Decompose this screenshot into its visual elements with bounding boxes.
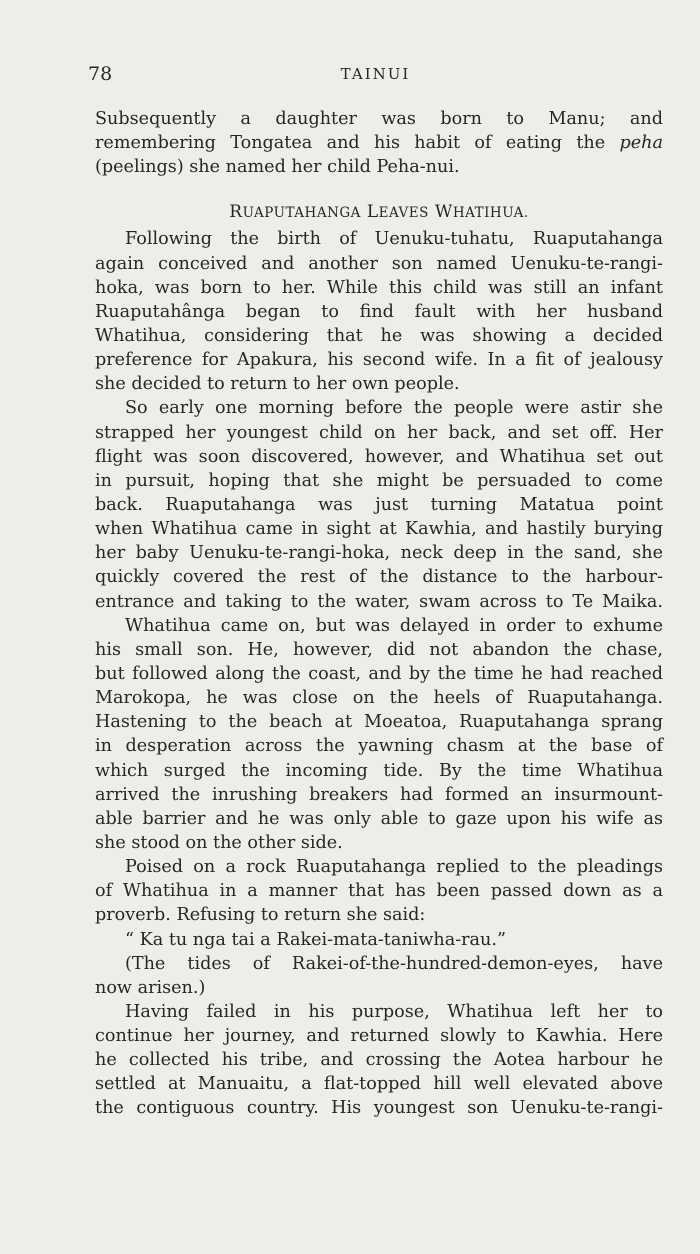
text-line: entrance and taking to the water, swam across to Te Maika. [95, 591, 663, 612]
paragraph-jealousy [95, 227, 663, 396]
text-line: she decided to return to her own people. [95, 374, 460, 395]
text-line: in pursuit, hoping that she might be persuaded to come [95, 470, 663, 491]
page-number: 78 [88, 63, 113, 85]
text-line: when Whatihua came in sight at Kawhia, and hastily burying [95, 519, 663, 540]
text-line: Following the birth of Uenuku-tuhatu, Ruaputahanga [125, 229, 663, 250]
text-line: but followed along the coast, and by the time he had reached [95, 663, 663, 684]
text-line: of Whatihua in a manner that has been passed down as a [95, 881, 663, 902]
text-line: Whatihua came on, but was delayed in order to exhume [125, 615, 663, 636]
text-line: Hastening to the beach at Moeatoa, Ruaputahanga sprang [95, 712, 663, 733]
text-line: preference for Apakura, his second wife. In a fit of jealousy [95, 350, 663, 371]
text-line: in desperation across the yawning chasm at the base of [95, 736, 663, 757]
text-line: which surged the incoming tide. By the time Whatihua [95, 760, 663, 781]
text-line: Marokopa, he was close on the heels of Ruaputahanga. [95, 688, 663, 709]
paragraph-proverb [95, 855, 663, 927]
running-title: TAINUI [340, 65, 411, 83]
text-line: arrived the inrushing breakers had formed an insurmount- [95, 784, 663, 805]
text-line: he collected his tribe, and crossing the Aotea harbour he [95, 1050, 663, 1071]
text-line: Whatihua, considering that he was showing a decided [95, 325, 663, 346]
text-line: continue her journey, and returned slowly to Kawhia. Here [95, 1026, 663, 1047]
text-line: Subsequently a daughter was born to Manu; and [95, 109, 663, 129]
text-line: strapped her youngest child on her back, and set off. Her [95, 422, 663, 443]
section-heading: RUAPUTAHANGA LEAVES WHATIHUA. [229, 202, 529, 223]
text-line: Having failed in his purpose, Whatihua left her to [125, 1001, 663, 1022]
text-line: again conceived and another son named Uenuku-te-rangi- [95, 253, 663, 274]
text-line: his small son. He, however, did not abandon the chase, [95, 639, 663, 660]
text-line: able barrier and he was only able to gaze upon his wife as [95, 808, 663, 829]
text-line: Poised on a rock Ruaputahanga replied to the pleadings [125, 857, 663, 878]
text-line: So early one morning before the people were astir she [125, 398, 663, 419]
text-line: her baby Uenuku-te-rangi-hoka, neck deep in the sand, she [95, 543, 663, 564]
text-line: Ruaputahânga began to find fault with her husband [95, 301, 663, 322]
text-line: (The tides of Rakei-of-the-hundred-demon-eyes, have [125, 953, 663, 974]
body-text [95, 107, 663, 1121]
page-header [88, 63, 663, 87]
text-line [95, 131, 663, 155]
paragraph-manuaitu [95, 1000, 663, 1121]
paragraph-chase [95, 614, 663, 855]
paragraph-peha-nui [95, 107, 663, 179]
proverb-translation [95, 952, 663, 1000]
text-line: settled at Manuaitu, a flat-topped hill well elevated above [95, 1074, 663, 1095]
text-line: back. Ruaputahanga was just turning Matatua point [95, 494, 663, 515]
text-line-part: remembering Tongatea and his habit of eating the [95, 133, 620, 154]
text-line: proverb. Refusing to return she said: [95, 905, 426, 926]
text-line: she stood on the other side. [95, 832, 343, 853]
text-line: the contiguous country. His youngest son Uenuku-te-rangi- [95, 1098, 663, 1119]
text-line: hoka, was born to her. While this child was still an infant [95, 277, 663, 298]
text-line: quickly covered the rest of the distance to the harbour- [95, 567, 663, 588]
paragraph-flight [95, 396, 663, 613]
text-line: now arisen.) [95, 977, 206, 998]
italic-word: peha [619, 133, 663, 154]
text-line: flight was soon discovered, however, and Whatihua set out [95, 446, 663, 467]
text-line: (peelings) she named her child Peha-nui. [95, 157, 460, 178]
proverb-quote: “ Ka tu nga tai a Rakei-mata-taniwha-rau.” [125, 929, 506, 950]
